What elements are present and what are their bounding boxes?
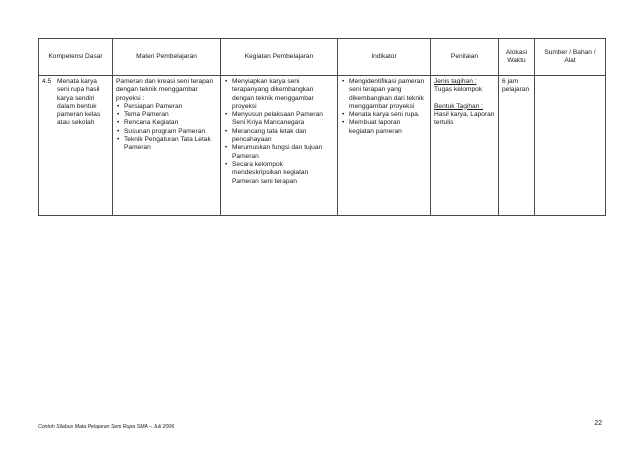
bentuk-tagihan-value: Hasil karya, Laporan tertulis [434, 110, 495, 127]
cell-sumber-bahan-alat [535, 76, 606, 216]
list-item: • Rencana Kegiatan [116, 119, 217, 127]
footer-caption: Contoh Silabus Mata Pelajaran Seni Rupa SMA – Juli 2006 [38, 424, 175, 430]
kompetensi-text: Menata karya seni rupa hasil karya sendiri dalam bentuk pameran kelas atau sekolah [57, 78, 101, 127]
jenis-tagihan-value: Tugas kelompok [434, 86, 483, 94]
list-item: • Menyusun pelaksaan Pameran Seni Kriya Mancanegara [224, 111, 334, 128]
list-item: • Teknik Pengaturan Tata Letak Pameran [116, 136, 217, 153]
kegiatan-list [224, 78, 334, 186]
list-item: • Merancang tata letak dan pencahayaan [224, 128, 334, 145]
list-item: • Secara kelompok mendeskripsikan kegiatan Pameran seni terapan [224, 161, 334, 186]
table-row [39, 76, 606, 216]
list-item: • Mengidentifikasi pameran seni terapan yang dikembangkan dari teknik menggambar proyeksi [341, 78, 427, 111]
header-row [39, 39, 606, 76]
cell-alokasi-waktu [499, 76, 535, 216]
materi-intro: Pameran dan kreasi seni terapan dengan teknik menggambar proyeksi : [116, 78, 214, 102]
materi-list [116, 103, 217, 153]
list-item: • Menyiapkan karya seni terapanyang dikembangkan dengan teknik menggambar proyeksi [224, 78, 334, 111]
list-item: • Merumuskan fungsi dan tujuan Pameran [224, 144, 334, 161]
header-sumber-bahan-alat: Sumber / Bahan / Alat [535, 39, 606, 76]
header-indikator: Indikator [338, 39, 431, 76]
kompetensi-number: 4.5 [42, 78, 52, 85]
cell-kegiatan-pembelajaran [221, 76, 338, 216]
list-item: • Susunan program Pameran [116, 128, 217, 136]
cell-penilaian [431, 76, 499, 216]
syllabus-table [38, 38, 606, 216]
bentuk-tagihan-label: Bentuk Tagihan : [434, 102, 484, 110]
header-kegiatan-pembelajaran: Kegiatan Pembelajaran [221, 39, 338, 76]
header-materi-pembelajaran: Materi Pembelajaran [113, 39, 221, 76]
list-item: • Tema Pameran [116, 111, 217, 119]
header-kompetensi-dasar: Kompetensi Dasar [39, 39, 113, 76]
header-alokasi-waktu: Alokasi Waktu [499, 39, 535, 76]
list-item: • Menata karya seni rupa. [341, 111, 427, 119]
cell-indikator [338, 76, 431, 216]
jenis-tagihan-label: Jenis tagihan : [434, 78, 477, 85]
cell-materi-pembelajaran [113, 76, 221, 216]
cell-kompetensi-dasar [39, 76, 113, 216]
page-number: 22 [594, 420, 602, 427]
indikator-list [341, 78, 427, 136]
list-item: • Persiapan Pameran [116, 103, 217, 111]
header-penilaian: Penilaian [431, 39, 499, 76]
list-item: • Membuat laporan kegiatan pameran [341, 119, 427, 136]
alokasi-value: 6 jam pelajaran [502, 78, 530, 94]
